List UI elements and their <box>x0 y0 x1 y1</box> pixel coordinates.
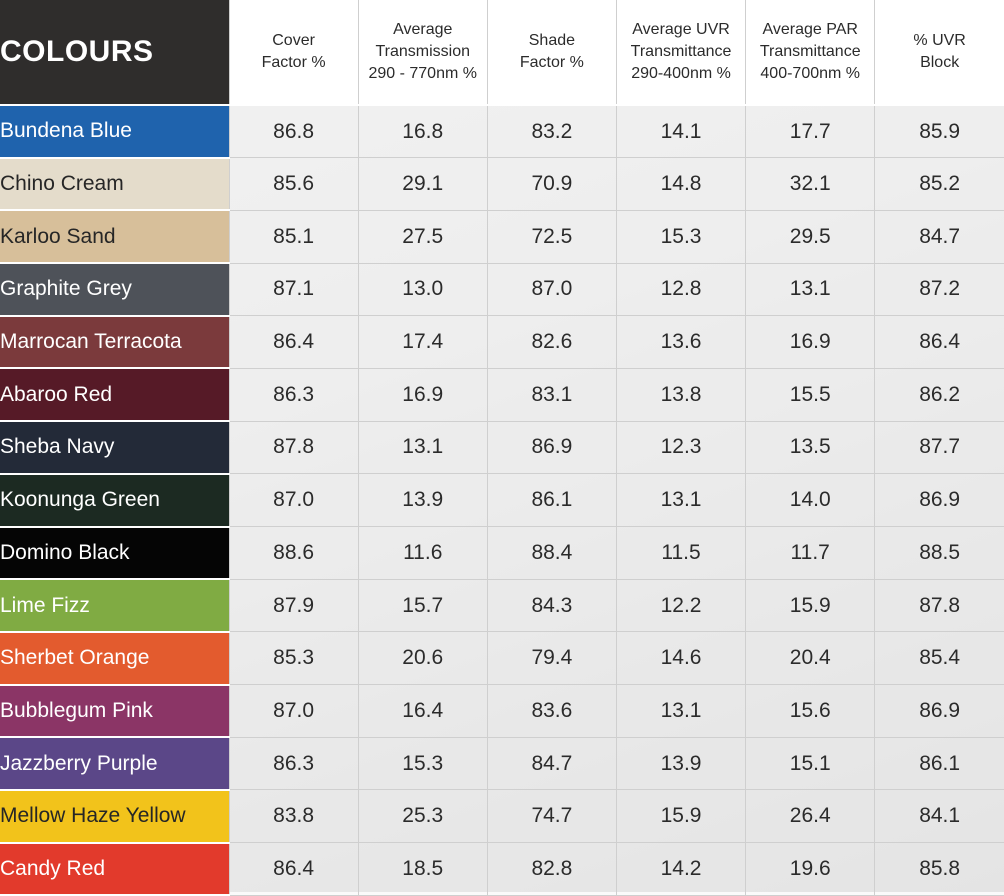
average-par-transmittance-value: 13.5 <box>746 421 875 474</box>
cover-factor-value: 87.8 <box>229 421 358 474</box>
average-transmission-value: 18.5 <box>358 843 487 896</box>
uvr-block-value: 84.1 <box>875 790 1004 843</box>
shade-factor-value: 84.3 <box>487 579 616 632</box>
header-average-par-transmittance: Average PAR Transmittance 400-700nm % <box>746 0 875 105</box>
shade-factor-value: 87.0 <box>487 263 616 316</box>
average-transmission-value: 13.9 <box>358 474 487 527</box>
header-average-transmission: Average Transmission 290 - 770nm % <box>358 0 487 105</box>
header-uvr-block: % UVR Block <box>875 0 1004 105</box>
cover-factor-value: 87.9 <box>229 579 358 632</box>
header-cover-factor: Cover Factor % <box>229 0 358 105</box>
uvr-block-value: 85.4 <box>875 632 1004 685</box>
average-uvr-transmittance-value: 15.3 <box>616 210 745 263</box>
colour-swatch-label: Jazzberry Purple <box>0 737 229 790</box>
average-par-transmittance-value: 32.1 <box>746 158 875 211</box>
uvr-block-value: 88.5 <box>875 527 1004 580</box>
colour-swatch-label: Chino Cream <box>0 158 229 211</box>
average-transmission-value: 17.4 <box>358 316 487 369</box>
uvr-block-value: 84.7 <box>875 210 1004 263</box>
shade-factor-value: 83.2 <box>487 105 616 158</box>
average-transmission-value: 13.1 <box>358 421 487 474</box>
average-par-transmittance-value: 20.4 <box>746 632 875 685</box>
average-uvr-transmittance-value: 14.8 <box>616 158 745 211</box>
uvr-block-value: 86.2 <box>875 368 1004 421</box>
colour-swatch-label: Abaroo Red <box>0 368 229 421</box>
average-uvr-transmittance-value: 11.5 <box>616 527 745 580</box>
cover-factor-value: 85.3 <box>229 632 358 685</box>
table-row <box>0 737 1004 790</box>
cover-factor-value: 85.6 <box>229 158 358 211</box>
uvr-block-value: 87.7 <box>875 421 1004 474</box>
shade-factor-value: 86.1 <box>487 474 616 527</box>
cover-factor-value: 87.0 <box>229 685 358 738</box>
average-uvr-transmittance-value: 15.9 <box>616 790 745 843</box>
average-transmission-value: 13.0 <box>358 263 487 316</box>
shade-factor-value: 82.8 <box>487 843 616 896</box>
average-par-transmittance-value: 29.5 <box>746 210 875 263</box>
colour-swatch-label: Sheba Navy <box>0 421 229 474</box>
table-row <box>0 421 1004 474</box>
table-row <box>0 685 1004 738</box>
cover-factor-value: 85.1 <box>229 210 358 263</box>
average-uvr-transmittance-value: 12.3 <box>616 421 745 474</box>
uvr-block-value: 85.8 <box>875 843 1004 896</box>
colour-swatch-label: Bubblegum Pink <box>0 685 229 738</box>
colours-title: COLOURS <box>0 0 229 105</box>
table-row <box>0 527 1004 580</box>
average-transmission-value: 16.4 <box>358 685 487 738</box>
shade-factor-value: 79.4 <box>487 632 616 685</box>
uvr-block-value: 85.9 <box>875 105 1004 158</box>
average-transmission-value: 25.3 <box>358 790 487 843</box>
cover-factor-value: 86.8 <box>229 105 358 158</box>
table-row <box>0 843 1004 896</box>
shade-factor-value: 83.6 <box>487 685 616 738</box>
colour-swatch-label: Candy Red <box>0 843 229 896</box>
average-transmission-value: 15.7 <box>358 579 487 632</box>
cover-factor-value: 86.4 <box>229 316 358 369</box>
average-par-transmittance-value: 15.9 <box>746 579 875 632</box>
shade-factor-value: 86.9 <box>487 421 616 474</box>
cover-factor-value: 87.1 <box>229 263 358 316</box>
average-par-transmittance-value: 19.6 <box>746 843 875 896</box>
average-par-transmittance-value: 14.0 <box>746 474 875 527</box>
cover-factor-value: 88.6 <box>229 527 358 580</box>
table-row <box>0 790 1004 843</box>
average-transmission-value: 20.6 <box>358 632 487 685</box>
table-row <box>0 210 1004 263</box>
average-par-transmittance-value: 15.1 <box>746 737 875 790</box>
uvr-block-value: 86.9 <box>875 685 1004 738</box>
table-row <box>0 368 1004 421</box>
average-uvr-transmittance-value: 13.6 <box>616 316 745 369</box>
shade-factor-value: 88.4 <box>487 527 616 580</box>
colour-swatch-label: Domino Black <box>0 527 229 580</box>
shade-factor-value: 72.5 <box>487 210 616 263</box>
average-uvr-transmittance-value: 14.6 <box>616 632 745 685</box>
table-row <box>0 263 1004 316</box>
cover-factor-value: 86.3 <box>229 368 358 421</box>
average-par-transmittance-value: 11.7 <box>746 527 875 580</box>
colour-swatch-label: Bundena Blue <box>0 105 229 158</box>
table-row <box>0 579 1004 632</box>
colour-swatch-label: Mellow Haze Yellow <box>0 790 229 843</box>
average-par-transmittance-value: 15.6 <box>746 685 875 738</box>
average-transmission-value: 29.1 <box>358 158 487 211</box>
shade-factor-value: 83.1 <box>487 368 616 421</box>
shade-factor-value: 74.7 <box>487 790 616 843</box>
colour-swatch-label: Karloo Sand <box>0 210 229 263</box>
table-row <box>0 632 1004 685</box>
average-uvr-transmittance-value: 14.2 <box>616 843 745 896</box>
uvr-block-value: 85.2 <box>875 158 1004 211</box>
colour-swatch-label: Sherbet Orange <box>0 632 229 685</box>
table-row <box>0 105 1004 158</box>
header-shade-factor: Shade Factor % <box>487 0 616 105</box>
cover-factor-value: 86.4 <box>229 843 358 896</box>
colour-swatch-label: Marrocan Terracota <box>0 316 229 369</box>
colour-swatch-label: Lime Fizz <box>0 579 229 632</box>
colour-swatch-label: Koonunga Green <box>0 474 229 527</box>
average-uvr-transmittance-value: 12.8 <box>616 263 745 316</box>
average-transmission-value: 15.3 <box>358 737 487 790</box>
average-transmission-value: 16.8 <box>358 105 487 158</box>
header-row <box>0 0 1004 105</box>
table-row <box>0 158 1004 211</box>
average-transmission-value: 27.5 <box>358 210 487 263</box>
average-uvr-transmittance-value: 14.1 <box>616 105 745 158</box>
shade-factor-value: 84.7 <box>487 737 616 790</box>
average-transmission-value: 16.9 <box>358 368 487 421</box>
average-uvr-transmittance-value: 12.2 <box>616 579 745 632</box>
header-average-uvr-transmittance: Average UVR Transmittance 290-400nm % <box>616 0 745 105</box>
table-row <box>0 474 1004 527</box>
average-uvr-transmittance-value: 13.8 <box>616 368 745 421</box>
cover-factor-value: 87.0 <box>229 474 358 527</box>
average-transmission-value: 11.6 <box>358 527 487 580</box>
cover-factor-value: 83.8 <box>229 790 358 843</box>
shade-factor-value: 70.9 <box>487 158 616 211</box>
average-uvr-transmittance-value: 13.9 <box>616 737 745 790</box>
table-row <box>0 316 1004 369</box>
uvr-block-value: 87.8 <box>875 579 1004 632</box>
average-uvr-transmittance-value: 13.1 <box>616 474 745 527</box>
uvr-block-value: 87.2 <box>875 263 1004 316</box>
average-uvr-transmittance-value: 13.1 <box>616 685 745 738</box>
average-par-transmittance-value: 17.7 <box>746 105 875 158</box>
average-par-transmittance-value: 16.9 <box>746 316 875 369</box>
uvr-block-value: 86.1 <box>875 737 1004 790</box>
uvr-block-value: 86.4 <box>875 316 1004 369</box>
average-par-transmittance-value: 15.5 <box>746 368 875 421</box>
uvr-block-value: 86.9 <box>875 474 1004 527</box>
cover-factor-value: 86.3 <box>229 737 358 790</box>
shade-factor-value: 82.6 <box>487 316 616 369</box>
average-par-transmittance-value: 26.4 <box>746 790 875 843</box>
colour-swatch-label: Graphite Grey <box>0 263 229 316</box>
average-par-transmittance-value: 13.1 <box>746 263 875 316</box>
